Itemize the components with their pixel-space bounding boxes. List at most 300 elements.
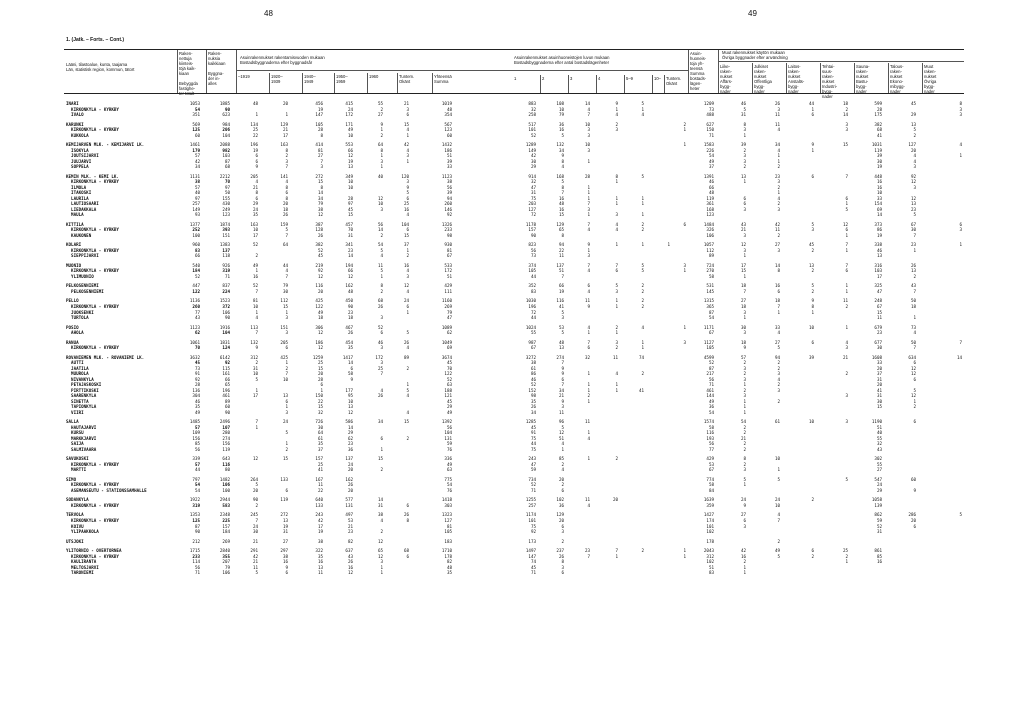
table-cell: 42 <box>252 553 258 559</box>
table-cell: 15 <box>317 404 323 410</box>
table-cell: 4 <box>406 212 409 218</box>
table-cell: 233 <box>192 553 200 559</box>
region-name: AHOLA <box>66 330 84 336</box>
table-cell: 3 <box>587 132 590 138</box>
table-cell: 1 <box>743 315 746 321</box>
table-cell: 58 <box>347 371 353 377</box>
table-cell: 4 <box>587 288 590 294</box>
table-cell: 21 <box>740 435 746 441</box>
table-cell: 18 <box>842 101 848 106</box>
region-name: SAARENKYLA <box>66 393 97 399</box>
table-cell: 1 <box>913 315 916 321</box>
table-cell: 2 <box>777 201 780 207</box>
table-cell: 2 <box>615 324 618 330</box>
table-cell: 336 <box>444 456 452 462</box>
table-cell: 27 <box>377 112 383 118</box>
table-cell: 447 <box>192 283 200 289</box>
region-name: ROVANIEMEN MLK. - ROVANIEMI LK. <box>66 354 145 360</box>
table-cell: 291 <box>250 548 258 554</box>
table-cell: 69 <box>446 345 452 351</box>
table-cell: 3272 <box>525 354 536 360</box>
table-cell: 28 <box>876 106 882 112</box>
table-cell: 2 <box>255 502 258 508</box>
table-cell: 243 <box>528 456 536 462</box>
table-cell: 29 <box>347 430 353 436</box>
table-cell: 252 <box>192 227 200 233</box>
table-cell: 101 <box>528 518 536 523</box>
table-cell: 61 <box>774 419 780 425</box>
table-cell: 63 <box>446 467 452 473</box>
table-cell: 31 <box>740 112 746 118</box>
table-cell: 3 <box>285 315 288 321</box>
table-cell: 3 <box>845 393 848 399</box>
table-cell: 15 <box>558 212 564 218</box>
table-cell: 23 <box>910 206 916 212</box>
table-cell: 982 <box>222 147 230 153</box>
table-cell: 59 <box>530 467 536 473</box>
table-cell: 1 <box>743 132 746 138</box>
table-cell: 1 <box>380 153 383 159</box>
table-cell: 4 <box>615 227 618 233</box>
table-cell: 20 <box>876 382 882 388</box>
table-cell: 5 <box>913 387 916 393</box>
table-cell: 2944 <box>219 497 230 503</box>
table-cell: 4 <box>777 376 780 382</box>
table-cell: 13 <box>808 262 814 268</box>
table-cell: 2 <box>743 147 746 153</box>
table-cell: 7 <box>959 339 962 345</box>
table-cell: 147 <box>528 553 536 559</box>
table-cell: 46 <box>876 247 882 253</box>
table-cell: 20 <box>252 487 258 493</box>
table-cell: 87 <box>708 309 714 315</box>
table-cell: 207 <box>222 559 230 565</box>
table-cell: 1 <box>683 268 686 274</box>
table-cell: 49 <box>446 461 452 467</box>
table-cell: 150 <box>706 127 714 133</box>
table-cell: 6 <box>406 195 409 201</box>
table-cell: 3 <box>285 158 288 164</box>
table-cell: 119 <box>874 147 882 153</box>
table-row <box>66 570 512 576</box>
table-cell: 1 <box>615 330 618 336</box>
table-cell: 3 <box>615 127 618 133</box>
table-cell: 46 <box>740 101 746 106</box>
table-cell: 6 <box>406 553 409 559</box>
region-name: PELLO <box>66 298 79 304</box>
table-cell: 51 <box>558 435 564 441</box>
table-cell: 1 <box>406 382 409 388</box>
table-cell: 27 <box>317 153 323 159</box>
table-cell: 53 <box>708 461 714 467</box>
table-cell: 41 <box>638 387 644 393</box>
table-cell: 49 <box>194 409 200 415</box>
table-cell: 23 <box>774 173 780 179</box>
table-cell: 634 <box>908 354 916 360</box>
table-cell: 80 <box>224 467 230 473</box>
table-cell: 49 <box>708 398 714 404</box>
table-cell: 19 <box>876 164 882 170</box>
table-cell: 49 <box>347 127 353 133</box>
table-cell: 2 <box>285 365 288 371</box>
table-cell: 119 <box>706 195 714 201</box>
table-cell: 7 <box>615 262 618 268</box>
table-cell: 24 <box>740 497 746 503</box>
table-cell: 2 <box>561 538 564 544</box>
table-cell: 1 <box>743 404 746 410</box>
region-name: SALLA <box>66 419 79 425</box>
table-cell: 4 <box>587 227 590 233</box>
table-cell: 21 <box>740 227 746 233</box>
table-cell: 14 <box>774 262 780 268</box>
table-cell: 55 <box>377 101 383 106</box>
table-cell: 7 <box>561 382 564 388</box>
table-cell: 258 <box>528 112 536 118</box>
table-cell: 23 <box>347 441 353 447</box>
table-cell: 25 <box>317 360 323 366</box>
table-cell: 5 <box>255 570 258 576</box>
table-cell: 67 <box>876 303 882 309</box>
construction-period-header: Yhteensä Summa <box>434 74 452 84</box>
region-name: AUTTI <box>66 360 84 366</box>
table-cell: 19 <box>876 232 882 238</box>
table-cell: 28 <box>317 376 323 382</box>
table-cell: 79 <box>282 283 288 289</box>
table-cell: 125 <box>192 127 200 133</box>
table-cell: 5 <box>255 376 258 382</box>
table-cell: 3 <box>743 365 746 371</box>
table-cell: 67 <box>910 221 916 227</box>
table-cell: 3 <box>743 127 746 133</box>
table-cell: 1583 <box>703 142 714 148</box>
table-cell: 9 <box>811 142 814 148</box>
table-cell: 45 <box>317 253 323 259</box>
table-cell: 196 <box>222 387 230 393</box>
table-cell: 74 <box>638 354 644 360</box>
table-cell: 14 <box>956 354 962 360</box>
table-cell: 3 <box>743 330 746 336</box>
table-cell: 1160 <box>441 298 452 304</box>
table-cell: 162 <box>345 283 353 289</box>
table-cell: 35 <box>194 404 200 410</box>
region-name: KEMIN MLK. - KEMI LK. <box>66 173 119 179</box>
table-cell: 3 <box>845 127 848 133</box>
table-cell: 7 <box>255 419 258 425</box>
table-cell: 56 <box>530 247 536 253</box>
table-cell: 56 <box>708 376 714 382</box>
table-cell: 3 <box>380 206 383 212</box>
table-cell: 28 <box>347 195 353 201</box>
table-cell: 1 <box>285 112 288 118</box>
table-cell: 23 <box>347 309 353 315</box>
table-cell: 726 <box>315 419 323 425</box>
region-name: PETAJASKOSKI <box>66 382 102 388</box>
table-cell: 3 <box>683 262 686 268</box>
table-cell: 12 <box>347 570 353 576</box>
table-cell: 178 <box>444 553 452 559</box>
table-cell: 640 <box>315 497 323 503</box>
table-cell: 55 <box>876 435 882 441</box>
table-cell: 156 <box>192 435 200 441</box>
table-cell: 137 <box>222 247 230 253</box>
table-cell: 57 <box>194 184 200 190</box>
table-cell: 3 <box>777 206 780 212</box>
table-cell: 60 <box>446 132 452 138</box>
table-cell: 225 <box>222 518 230 523</box>
other-buildings-header: Muut rakennukset käytön mukaan Övriga byggnader efter användning <box>722 50 788 60</box>
table-cell: 5 <box>615 283 618 289</box>
apartment-count-column-header: 5–9 <box>626 76 633 81</box>
table-cell: 97 <box>347 201 353 207</box>
table-cell: 1 <box>743 409 746 415</box>
table-cell: 6 <box>255 153 258 159</box>
table-cell: 5 <box>777 345 780 351</box>
table-cell: 2088 <box>219 142 230 148</box>
table-row <box>514 570 964 576</box>
apartment-count-column-header: Tuntem. Okänt <box>666 76 682 86</box>
table-cell: 58 <box>708 273 714 279</box>
building-use-column-header: Sauna- raken- nukset Bastu- bygg- nader <box>856 64 870 94</box>
table-cell: 92 <box>530 529 536 535</box>
table-cell: 33 <box>876 195 882 201</box>
table-cell: 69 <box>876 206 882 212</box>
table-cell: 2348 <box>219 512 230 518</box>
table-cell: 26 <box>530 404 536 410</box>
table-cell: 3 <box>683 339 686 345</box>
table-cell: 23 <box>584 548 590 554</box>
table-cell: 1 <box>845 324 848 330</box>
region-name: YLITORNIO - OVERTORNEA <box>66 548 122 554</box>
table-cell: 4 <box>406 288 409 294</box>
table-cell: 116 <box>556 298 564 304</box>
table-cell: 67 <box>708 467 714 473</box>
table-cell: 12 <box>377 553 383 559</box>
table-cell: 15 <box>842 142 848 148</box>
table-cell: 4 <box>561 164 564 170</box>
table-cell: 5 <box>743 106 746 112</box>
table-cell: 1 <box>913 247 916 253</box>
table-cell: 3 <box>406 106 409 112</box>
region-name: VIIRI <box>66 409 84 415</box>
table-cell: 3 <box>380 315 383 321</box>
table-cell: 97 <box>224 184 230 190</box>
table-cell: 56 <box>446 184 452 190</box>
table-cell: 10 <box>876 190 882 196</box>
building-use-column-header: Laitos- raken- nukset Anstalts- bygg- nader <box>788 64 805 94</box>
region-name: KIRKONKYLA - KYRKBY <box>66 461 119 467</box>
table-cell: 9 <box>587 242 590 248</box>
table-cell: 8 <box>285 147 288 153</box>
table-cell: 1427 <box>703 512 714 518</box>
table-cell: 184 <box>222 529 230 535</box>
table-cell: 1123 <box>441 173 452 179</box>
table-cell: 8 <box>320 132 323 138</box>
table-cell: 94 <box>774 354 780 360</box>
table-cell: 79 <box>558 112 564 118</box>
table-cell: 1 <box>743 382 746 388</box>
table-cell: 67 <box>530 345 536 351</box>
table-cell: 7 <box>587 201 590 207</box>
table-cell: 1417 <box>342 354 353 360</box>
table-cell: 553 <box>345 142 353 148</box>
table-cell: 33 <box>876 360 882 366</box>
table-cell: 7 <box>845 242 848 248</box>
table-cell: 9 <box>743 502 746 508</box>
table-cell: 1 <box>255 268 258 274</box>
table-cell: 1178 <box>525 221 536 227</box>
table-cell: 623 <box>222 112 230 118</box>
table-cell: 3 <box>959 227 962 233</box>
table-cell: 26 <box>347 330 353 336</box>
table-cell: 81 <box>446 523 452 529</box>
table-cell: 6 <box>811 548 814 554</box>
table-cell: 21 <box>282 127 288 133</box>
table-cell: 6 <box>285 487 288 493</box>
table-cell: 10 <box>584 142 590 148</box>
table-cell: 90 <box>347 303 353 309</box>
table-cell: 32 <box>530 179 536 185</box>
table-cell: 4 <box>380 253 383 259</box>
table-cell: 193 <box>706 435 714 441</box>
table-cell: 25 <box>842 548 848 554</box>
table-cell: 2 <box>777 232 780 238</box>
table-cell: 22 <box>317 398 323 404</box>
table-cell: 6 <box>959 221 962 227</box>
table-cell: 34 <box>558 387 564 393</box>
table-cell: 38 <box>317 538 323 544</box>
table-cell: 119 <box>280 497 288 503</box>
table-cell: 152 <box>528 387 536 393</box>
table-cell: 45 <box>530 424 536 430</box>
table-cell: 76 <box>446 446 452 452</box>
table-cell: 27 <box>774 242 780 248</box>
table-cell: 837 <box>222 283 230 289</box>
table-cell: 461 <box>706 387 714 393</box>
table-cell: 316 <box>874 262 882 268</box>
table-cell: 41 <box>558 303 564 309</box>
table-cell: 65 <box>558 227 564 233</box>
table-cell: 96 <box>558 419 564 425</box>
table-cell: 15 <box>317 179 323 185</box>
table-cell: 12 <box>377 538 383 544</box>
table-cell: 106 <box>706 232 714 238</box>
table-cell: 37 <box>876 371 882 377</box>
table-cell: 57 <box>194 461 200 467</box>
table-cell: 1 <box>255 387 258 393</box>
table-cell: 155 <box>222 195 230 201</box>
building-use-column-header: Talous- raken- nukset Ekono- mibygg- nader <box>890 64 905 94</box>
apartment-count-column-header: 2 <box>542 76 545 81</box>
table-cell: 1 <box>811 147 814 153</box>
table-cell: 2 <box>380 132 383 138</box>
table-cell: 429 <box>706 456 714 462</box>
table-cell: 27 <box>740 512 746 518</box>
table-cell: 1209 <box>703 101 714 106</box>
table-cell: 106 <box>222 570 230 576</box>
table-cell: 4 <box>406 409 409 415</box>
table-cell: 95 <box>347 393 353 399</box>
table-cell: 38 <box>317 206 323 212</box>
table-cell: 8 <box>959 101 962 106</box>
table-cell: 4 <box>615 221 618 227</box>
table-cell: 43 <box>740 221 746 227</box>
table-cell: 44 <box>530 273 536 279</box>
table-cell: 10 <box>252 227 258 233</box>
table-cell: 34 <box>530 409 536 415</box>
table-cell: 108 <box>556 101 564 106</box>
table-cell: 196 <box>528 303 536 309</box>
table-cell: 677 <box>874 339 882 345</box>
table-cell: 1639 <box>703 497 714 503</box>
table-cell: 5 <box>641 262 644 268</box>
table-cell: 76 <box>446 487 452 493</box>
table-cell: 269 <box>444 303 452 309</box>
table-cell: 50 <box>224 190 230 196</box>
region-name: KIRKONKYLA - KYRKBY <box>66 553 119 559</box>
table-cell: 31 <box>282 529 288 535</box>
table-cell: 1 <box>561 446 564 452</box>
table-cell: 72 <box>530 212 536 218</box>
table-cell: 1 <box>743 570 746 576</box>
table-cell: 52 <box>530 132 536 138</box>
table-cell: 2 <box>743 371 746 377</box>
table-cell: 1131 <box>189 173 200 179</box>
table-cell: 599 <box>874 101 882 106</box>
table-cell: 1 <box>320 387 323 393</box>
table-cell: 13 <box>347 164 353 170</box>
table-cell: 30 <box>282 288 288 294</box>
table-cell: 74 <box>530 559 536 565</box>
region-name: HAUTAJARVI <box>66 424 97 430</box>
table-cell: 44 <box>194 467 200 473</box>
table-cell: 48 <box>558 201 564 207</box>
table-cell: 20 <box>558 476 564 482</box>
table-cell: 5 <box>641 268 644 274</box>
table-cell: 25 <box>403 201 409 207</box>
table-cell: 51 <box>876 424 882 430</box>
table-cell: 10 <box>252 303 258 309</box>
table-cell: 139 <box>874 502 882 508</box>
table-cell: 112 <box>706 247 714 253</box>
table-cell: 48 <box>347 288 353 294</box>
table-cell: 5 <box>406 387 409 393</box>
table-cell: 1031 <box>871 142 882 148</box>
table-cell: 90 <box>224 106 230 112</box>
table-cell: 2 <box>743 424 746 430</box>
table-cell: 20 <box>558 518 564 523</box>
table-cell: 249 <box>222 206 230 212</box>
table-cell: 87 <box>224 158 230 164</box>
table-cell: 6 <box>845 195 848 201</box>
table-cell: 36 <box>708 404 714 410</box>
table-cell: 1 <box>406 158 409 164</box>
table-cell: 5 <box>913 212 916 218</box>
table-cell: 77 <box>708 446 714 452</box>
table-cell: 960 <box>192 242 200 248</box>
table-cell: 71 <box>530 487 536 493</box>
table-cell: 52 <box>876 523 882 529</box>
table-cell: 7 <box>587 221 590 227</box>
table-cell: 2 <box>406 365 409 371</box>
table-cell: 6 <box>811 112 814 118</box>
table-cell: 43 <box>876 446 882 452</box>
table-continuation-caption: 1. (Jatk. – Forts. – Cont.) <box>66 37 125 43</box>
table-cell: 1 <box>587 212 590 218</box>
table-cell: 9 <box>561 365 564 371</box>
region-name: SINETTA <box>66 398 89 404</box>
table-cell: 19 <box>252 147 258 153</box>
table-cell: 2 <box>743 387 746 393</box>
